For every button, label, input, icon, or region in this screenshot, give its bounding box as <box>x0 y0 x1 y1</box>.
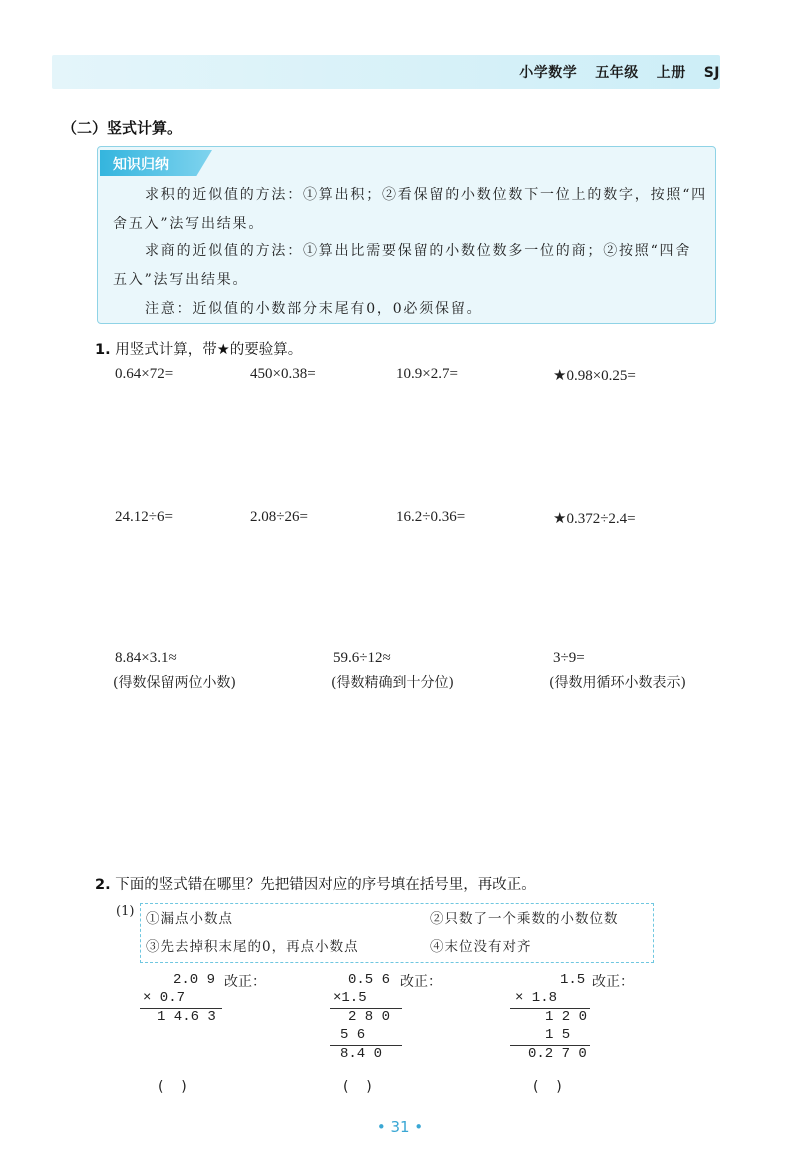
calc-3-multiplier: × 1.8 <box>515 990 558 1006</box>
knowledge-line: 求积的近似值的方法：①算出积；②看保留的小数位数下一位上的数字，按照“四 <box>145 187 707 203</box>
header-subject: 小学数学 <box>519 65 578 81</box>
calc-3-partial-2: 1 5 <box>545 1027 571 1043</box>
question-2 <box>95 873 536 894</box>
calc-3-multiplicand: 1.5 <box>560 972 586 988</box>
option-2: ②只数了一个乘数的小数位数 <box>430 911 619 927</box>
section-title: （二）竖式计算。 <box>62 119 183 137</box>
book-header <box>501 62 720 82</box>
knowledge-line: 注意：近似值的小数部分末尾有0，0必须保留。 <box>145 301 483 317</box>
calc-2-multiplier: ×1.5 <box>333 990 367 1006</box>
calc-2-partial-2: 5 6 <box>340 1027 366 1043</box>
question-1-text: 用竖式计算，带★的要验算。 <box>115 342 303 358</box>
expression: 24.12÷6= <box>115 509 173 525</box>
option-4: ④末位没有对齐 <box>430 939 532 955</box>
expression: 8.84×3.1≈ <box>115 650 177 666</box>
expression: 10.9×2.7= <box>396 366 458 382</box>
knowledge-line: 舍五入”法写出结果。 <box>113 216 265 232</box>
answer-blank[interactable]: ( ) <box>343 1079 372 1095</box>
expression: ★0.372÷2.4= <box>553 511 636 527</box>
rounding-note: (得数用循环小数表示) <box>549 675 686 691</box>
expression: ★0.98×0.25= <box>553 368 636 384</box>
header-grade: 五年级 <box>595 65 639 81</box>
expression: 0.64×72= <box>115 366 174 382</box>
knowledge-tag: 知识归纳 <box>113 157 169 173</box>
expression: 59.6÷12≈ <box>333 650 391 666</box>
answer-blank[interactable]: ( ) <box>533 1079 562 1095</box>
option-1: ①漏点小数点 <box>146 911 233 927</box>
calc-1-result: 1 4.6 3 <box>157 1009 216 1025</box>
correction-label: 改正： <box>224 974 266 990</box>
sub-question-label: (1) <box>116 904 135 919</box>
knowledge-line: 求商的近似值的方法：①算出比需要保留的小数位数多一位的商；②按照“四舍 <box>145 243 692 259</box>
question-2-number: 2. <box>95 877 111 893</box>
calc-1-multiplicand: 2.0 9 <box>173 972 216 988</box>
question-1-number: 1. <box>95 342 111 358</box>
calc-1-multiplier: × 0.7 <box>143 990 186 1006</box>
header-volume: 上册 <box>656 65 686 81</box>
expression: 16.2÷0.36= <box>396 509 466 525</box>
calc-2-multiplicand: 0.5 6 <box>348 972 391 988</box>
rounding-note: (得数保留两位小数) <box>113 675 236 691</box>
knowledge-line: 五入”法写出结果。 <box>113 272 249 288</box>
calc-3-partial-1: 1 2 0 <box>545 1009 588 1025</box>
calc-2-partial-1: 2 8 0 <box>348 1009 391 1025</box>
question-2-text: 下面的竖式错在哪里？先把错因对应的序号填在括号里，再改正。 <box>115 877 536 893</box>
expression: 3÷9= <box>553 650 585 666</box>
calc-2-result: 8.4 0 <box>340 1046 383 1062</box>
answer-blank[interactable]: ( ) <box>158 1079 187 1095</box>
header-edition: SJ <box>703 65 720 81</box>
expression: 450×0.38= <box>250 366 316 382</box>
question-1 <box>95 338 302 359</box>
option-3: ③先去掉积末尾的0，再点小数点 <box>146 939 359 955</box>
rounding-note: (得数精确到十分位) <box>331 675 454 691</box>
correction-label: 改正： <box>592 974 634 990</box>
expression: 2.08÷26= <box>250 509 308 525</box>
calc-3-result: 0.2 7 0 <box>528 1046 587 1062</box>
page-number: • 31 • <box>376 1118 424 1136</box>
correction-label: 改正： <box>400 974 442 990</box>
